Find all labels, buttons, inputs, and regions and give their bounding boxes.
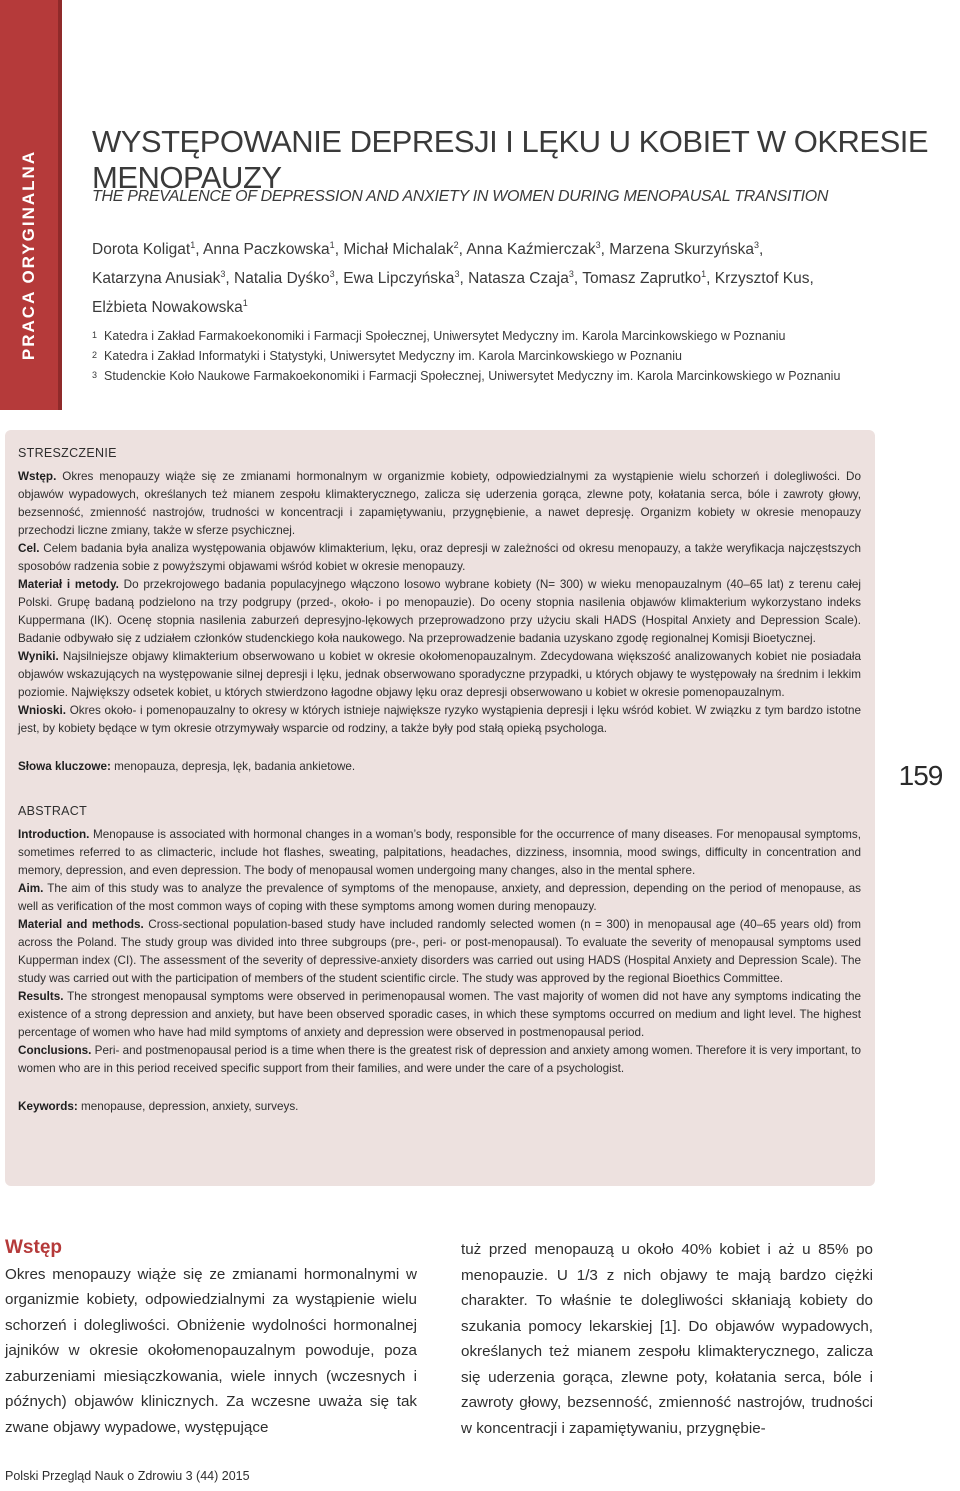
affiliation-item: [92, 366, 932, 386]
author: [343, 270, 459, 287]
abstract-keywords: [18, 1098, 861, 1116]
author-name: Anna Kaźmierczak: [466, 241, 596, 259]
author-affiliation-mark: 1: [329, 240, 335, 250]
text: The strongest menopausal symptoms were observed in perimenopausal women. The vast majority of women did not have any symptoms indicating the existence of a strong depression and anxiety, but have been observed sporadic cases, in which these symptoms occurred on medium and light level. The highest percentage of women who have had mild symptoms of anxiety and depression were observed in postmenopausal period.: [18, 990, 861, 1039]
author: [92, 241, 195, 258]
streszczenie-keywords: [18, 758, 861, 776]
author-name: Elżbieta Nowakowska: [92, 299, 243, 317]
abstract-aim: [18, 880, 861, 916]
text: menopauza, depresja, lęk, badania ankietowe.: [114, 760, 356, 773]
label: Conclusions.: [18, 1044, 92, 1057]
page-number: 159: [898, 760, 943, 791]
author-name: Natalia Dyśko: [234, 270, 330, 288]
author-name: Anna Paczkowska: [203, 241, 330, 259]
author-affiliation-mark: 3: [595, 240, 601, 250]
author-affiliation-mark: 3: [568, 269, 574, 280]
affiliation-item: [92, 326, 932, 346]
journal-footer: Polski Przegląd Nauk o Zdrowiu 3 (44) 2015: [5, 1469, 250, 1483]
text: Okres około- i pomenopauzalny to okresy w których istnieje największe ryzyko wystąpienia depresji i lęku wśród kobiet. W związku z tym bardzo istotne jest, by kobiety będące w tym okresie otrzymywały wsparcie od rodziny, a także były pod stałą opieką psychologa.: [18, 704, 861, 735]
author-affiliation-mark: 1: [701, 269, 707, 280]
text: The aim of this study was to analyze the prevalence of symptoms of the menopause, anxiety, and depression, depending on the period of menopause, as well as verification of the most common ways of coping with these symptoms among women during menopauzy.: [18, 882, 861, 913]
abstract-results: [18, 988, 861, 1042]
label: Wyniki.: [18, 650, 59, 663]
label: Results.: [18, 990, 64, 1003]
label: Cel.: [18, 542, 40, 555]
label: Wstęp.: [18, 470, 57, 483]
article-subtitle: THE PREVALENCE OF DEPRESSION AND ANXIETY IN WOMEN DURING MENOPAUSAL TRANSITION: [92, 188, 829, 205]
author-name: Ewa Lipczyńska: [343, 270, 455, 288]
author: [715, 270, 810, 287]
streszczenie-results: [18, 648, 861, 702]
body-column-right: [461, 1237, 873, 1441]
author: [92, 299, 248, 316]
label: Materiał i metody.: [18, 578, 119, 591]
author-name: Katarzyna Anusiak: [92, 270, 221, 288]
affiliation-number: 1: [92, 330, 98, 340]
author-affiliation-mark: 1: [242, 298, 248, 309]
abstract-conclusions: [18, 1042, 861, 1078]
label: Material and methods.: [18, 918, 144, 931]
affiliation-list: [92, 326, 932, 386]
author: [203, 241, 335, 258]
affiliation-number: 3: [92, 370, 98, 380]
text: Celem badania była analiza występowania objawów klimakterium, lęku, oraz depresji w zależności od okresu menopauzy, a także weryfikacja najczęstszych sposobów radzenia sobie z powyższymi objawami wśród kobiet w okresie menopauzy.: [18, 542, 861, 573]
text: Najsilniejsze objawy klimakterium obserwowano u kobiet w okresie okołomenopauzalnym. Zdecydowana większość analizowanych kobiet nie posiadała objawów wskazujących na występowanie silnej depresji i lęku, jednak obserwowano sporadyczne przypadki, u których objawy te występowały na średnim i lekkim poziomie. Największy odsetek kobiet, u których stwierdzono łagodne objawy lęku oraz depresji obserwowano u kobiet w okresie pomenopauzalnym.: [18, 650, 861, 699]
text: menopause, depression, anxiety, surveys.: [81, 1100, 299, 1113]
author-affiliation-mark: 1: [190, 240, 196, 250]
abstract-methods: [18, 916, 861, 988]
author-affiliation-mark: 2: [453, 240, 459, 250]
article-title: WYSTĘPOWANIE DEPRESJI I LĘKU U KOBIET W OKRESIE MENOPAUZY: [92, 124, 929, 195]
author: [343, 241, 458, 258]
author-list: Dorota Koligat$^1$, Anna Paczkowska$^1$, Michał Michalak$^2$, Anna Kaźmierczak$^3$, Marzena Skurzyńska$^3$, Katarzyna Anusiak$^3$, Natalia Dyśko$^3$, Ewa Lipczyńska$^3$, Natasza Czaja$^3$, Tomasz Zaprutko$^1$, Krzysztof Kus, Elżbieta Nowakowska$^1$: [92, 240, 814, 317]
label: Wnioski.: [18, 704, 67, 717]
text: Cross-sectional population-based study have included randomly selected women (n = 300) in menopausal age (40–65 years old) from across the Poland. The study group was divided into three subgroups (pre-, peri- or post-menopausal). To evaluate the severity of menopausal symptoms used Kupperman index (CI). The assessment of the severity of depressive-anxiety disorders was carried out using HADS (Hospital Anxiety and Depression Scale). The study was carried out with the participation of members of the student scientific circle. The study was approved by the regional Bioethics Committee.: [18, 918, 861, 985]
label: Introduction.: [18, 828, 90, 841]
streszczenie-heading: STRESZCZENIE: [18, 446, 117, 460]
author: [582, 270, 706, 287]
author-affiliation-mark: 3: [220, 269, 226, 280]
streszczenie-conclusions: [18, 702, 861, 738]
label: Aim.: [18, 882, 44, 895]
author-name: Natasza Czaja: [468, 270, 569, 288]
section-heading: Wstęp: [5, 1237, 62, 1258]
author: [234, 270, 335, 287]
author-affiliation-mark: 3: [329, 269, 335, 280]
text: Menopause is associated with hormonal changes in a woman’s body, responsible for the occurrence of many diseases. For menopausal symptoms, sometimes referred to as climacteric, include hot flashes, sweating, palpitations, headaches, dizziness, insomnia, mood swings, difficulty in concentration and memory, depression, and even depression. The body of menopausal women undergoing many changes, also in the mental sphere.: [18, 828, 861, 877]
abstract-intro: [18, 826, 861, 880]
article-type-tab: [0, 0, 62, 410]
affiliation-text: Studenckie Koło Naukowe Farmakoekonomiki i Farmacji Społecznej, Uniwersytet Medyczny im. Karola Marcinkowskiego w Poznaniu: [104, 369, 841, 383]
author-name: Tomasz Zaprutko: [582, 270, 702, 288]
body-paragraph: Okres menopauzy wiąże się ze zmianami hormonalnymi w organizmie kobiety, odpowiedzialnymi za wystąpienie wielu schorzeń i dolegliwości. Obniżenie wydolności hormonalnej jajników w okresie okołomenopauzalnym powoduje, poza zaburzeniami miesiączkowania, wiele innych (wczesnych i późnych) objawów klinicznych. Za wczesne uważa się tak zwane objawy wypadowe, występujące: [5, 1265, 417, 1436]
text: Do przekrojowego badania populacyjnego włączono losowo wybrane kobiety (N= 300) w wieku menopauzalnym (40–65 lat) z terenu całej Polski. Grupę badaną podzielono na trzy podgrupy (przed-, około- i po menopauzie). Do oceny stopnia nasilenia objawów klimakterium wykorzystano indeks Kuppermana (IK). Ocenę stopnia nasilenia zaburzeń depresyjno-lękowych przeprowadzono przy użyciu skali HADS (Hospital Anxiety and Depression Scale). Badanie odbywało się z udziałem członków studenckiego koła naukowego. Na przeprowadzenie badania uzyskano zgodę regionalnej Komisji Bioetycznej.: [18, 578, 862, 645]
affiliation-text: Katedra i Zakład Farmakoekonomiki i Farmacji Społecznej, Uniwersytet Medyczny im. Karola Marcinkowskiego w Poznaniu: [104, 329, 786, 343]
affiliation-number: 2: [92, 350, 98, 360]
streszczenie-intro: [18, 468, 861, 540]
author-name: Michał Michalak: [343, 241, 454, 259]
body-column-left: [5, 1235, 417, 1440]
author-name: Marzena Skurzyńska: [609, 241, 754, 259]
author-name: Krzysztof Kus: [714, 270, 810, 288]
author-affiliation-mark: 3: [753, 240, 759, 250]
affiliation-item: [92, 346, 932, 366]
text: Peri- and postmenopausal period is a time when there is the greatest risk of depression and anxiety among women. Therefore it is very important, to women who are in this period received specific support from their families, and were under the care of a psychologist.: [18, 1044, 861, 1075]
author: [468, 270, 574, 287]
author: [466, 241, 600, 258]
author-affiliation-mark: 3: [454, 269, 460, 280]
streszczenie-methods: [18, 576, 861, 648]
author: [92, 270, 225, 287]
affiliation-text: Katedra i Zakład Informatyki i Statystyki, Uniwersytet Medyczny im. Karola Marcinkowskiego w Poznaniu: [104, 349, 682, 363]
author-name: Dorota Koligat: [92, 241, 191, 259]
label: Słowa kluczowe:: [18, 760, 111, 773]
abstract-heading: ABSTRACT: [18, 804, 88, 818]
abstract-box: [5, 430, 875, 1186]
streszczenie-aim: [18, 540, 861, 576]
text: Okres menopauzy wiąże się ze zmianami hormonalnym w organizmie kobiety, odpowiedzialnymi za wystąpienie wielu schorzeń i dolegliwości. Do objawów wypadowych, określanych też mianem zespołu klimakterycznego, zalicza się uderzenia gorąca, zlewne poty, kołatania serca, bóle i zawroty głowy, bezsenność, zmienność nastrojów, trudności w koncentracji i zapamiętywaniu, przygnębienie, a nawet depresję. Organizm kobiety w okresie menopauzy przechodzi liczne zmiany, także w sferze psychicznej.: [18, 470, 861, 537]
author: [609, 241, 759, 258]
label: Keywords:: [18, 1100, 78, 1113]
article-type-label: PRACA ORYGINALNA: [19, 149, 38, 361]
body-paragraph: tuż przed menopauzą u około 40% kobiet i aż u 85% po menopauzie. U 1/3 z nich objawy te mają bardzo ciężki charakter. To właśnie te dolegliwości skłaniają kobiety do szukania pomocy lekarskiej [1]. Do objawów wypadowych, określanych też mianem zespołu klimakterycznego, zalicza się uderzenia gorąca, zlewne poty, kołatania serca, bóle i zawroty głowy, bezsenność, zmienność nastrojów, trudności w koncentracji i zapamiętywaniu, przygnębie-: [461, 1241, 873, 1437]
